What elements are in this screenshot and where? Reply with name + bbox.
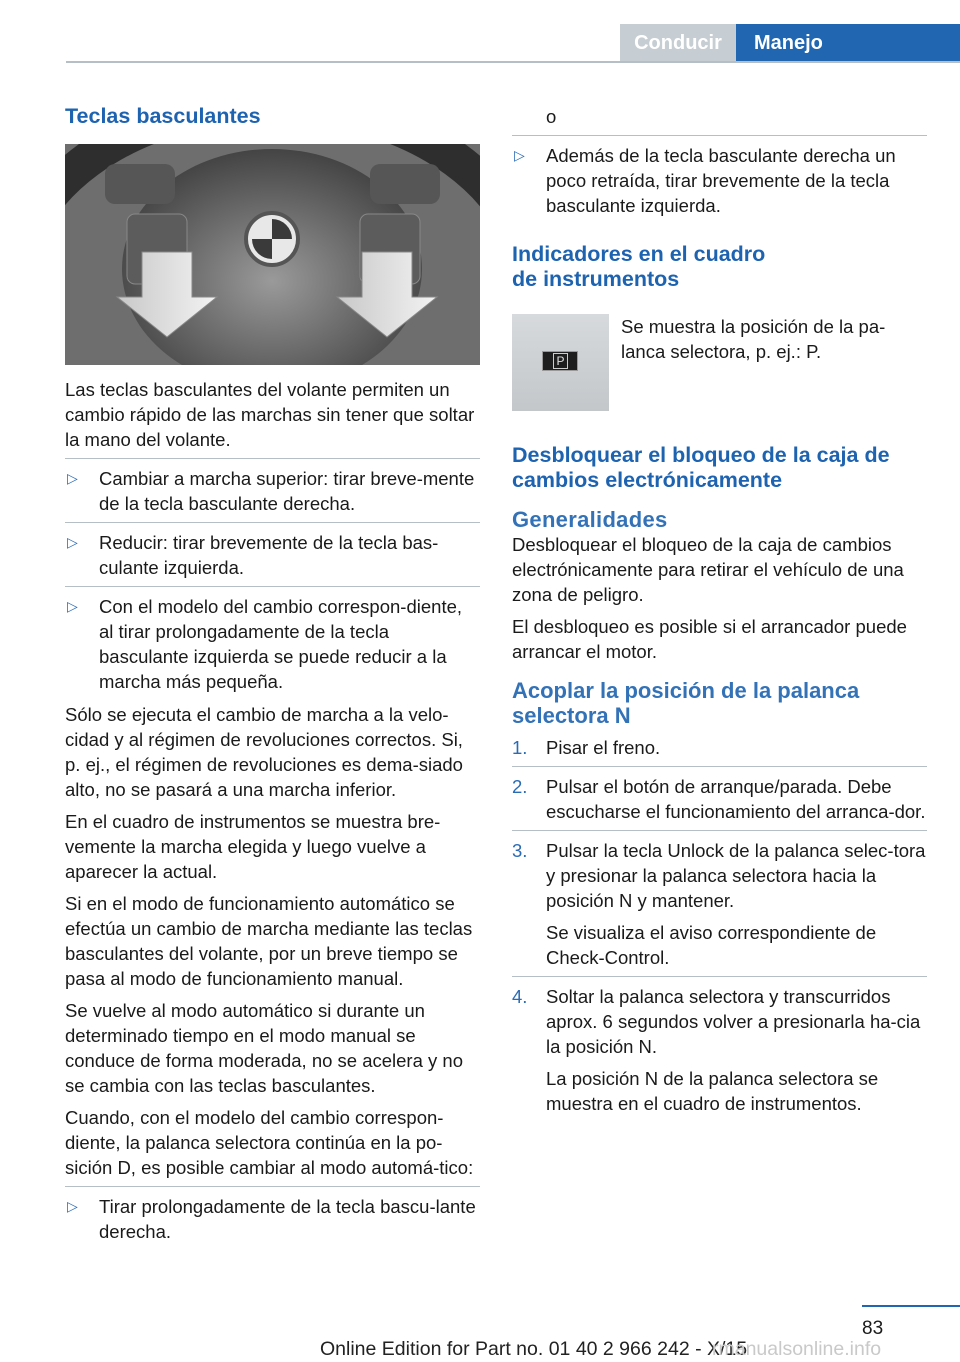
list-item: ▷ Tirar prolongadamente de la tecla bascu-lante derecha.	[67, 1196, 476, 1242]
list-item: ▷ Reducir: tirar brevemente de la tecla bas-culante izquierda.	[67, 532, 439, 578]
tab-conducir[interactable]: Conducir	[620, 24, 736, 62]
or-text: o	[546, 106, 557, 127]
divider	[512, 766, 927, 767]
heading-desbloquear: Desbloquear el bloqueo de la caja de cambios electrónicamente	[512, 443, 890, 492]
triangle-bullet-icon: ▷	[67, 1198, 78, 1214]
step-sub-text: Se visualiza el aviso correspondiente de Check-Control.	[546, 922, 877, 968]
step-item: 2. Pulsar el botón de arranque/parada. Debe escucharse el funcionamiento del arranca-dor.	[512, 776, 926, 822]
page-number: 83	[862, 1318, 884, 1339]
list-item: ▷ Cambiar a marcha superior: tirar breve-mente de la tecla basculante derecha.	[67, 468, 475, 514]
gear-letter: P	[553, 353, 568, 369]
gear-indicator	[542, 351, 578, 371]
paragraph: En el cuadro de instrumentos se muestra bre-vemente la marcha elegida y luego vuelve a aparecer la actual.	[65, 811, 441, 882]
divider	[65, 522, 480, 523]
indicator-text: Se muestra la posición de la pa-lanca selectora, p. ej.: P.	[621, 316, 886, 362]
triangle-bullet-icon: ▷	[67, 598, 78, 614]
section-title: Teclas basculantes	[65, 104, 261, 128]
divider	[512, 135, 927, 136]
paragraph: Si en el modo de funcionamiento automático se efectúa un cambio de marcha mediante las teclas basculantes del volante, por un breve tiempo se pasa al modo de funcionamiento manual.	[65, 893, 473, 989]
triangle-bullet-icon: ▷	[67, 470, 78, 486]
divider	[65, 586, 480, 587]
instrument-display-image	[512, 314, 609, 411]
tab-manejo[interactable]: Manejo	[736, 24, 960, 62]
steering-wheel-image	[65, 144, 480, 365]
paragraph: Se vuelve al modo automático si durante un determinado tiempo en el modo manual se conduce de forma moderada, no se acelera y no se cambia con las teclas basculantes.	[65, 1000, 463, 1096]
step-item: 4. Soltar la palanca selectora y transcurridos aprox. 6 segundos volver a presionarla ha-cia la posición N. La posición N de la palanca selectora se muestra en el cuadro de instrumentos.	[512, 984, 927, 1116]
divider	[512, 976, 927, 977]
divider	[65, 1186, 480, 1187]
triangle-bullet-icon: ▷	[514, 147, 525, 163]
heading-indicadores: Indicadores en el cuadro de instrumentos	[512, 242, 766, 291]
watermark-text: rmanualsonline.info	[712, 1338, 882, 1360]
list-item: ▷ Además de la tecla basculante derecha un poco retraída, tirar brevemente de la tecla basculante izquierda.	[514, 145, 896, 216]
heading-generalidades: Generalidades	[512, 507, 668, 532]
list-item: ▷ Con el modelo del cambio correspon-diente, al tirar prolongadamente de la tecla basculante izquierda se puede reducir a la marcha más pequeña.	[67, 596, 463, 692]
paragraph: Desbloquear el bloqueo de la caja de cambios electrónicamente para retirar el vehículo de una zona de peligro.	[512, 534, 904, 605]
heading-acoplar: Acoplar la posición de la palanca selectora N	[512, 678, 860, 728]
header-divider	[66, 61, 960, 63]
step-item: 3. Pulsar la tecla Unlock de la palanca selec-tora y presionar la palanca selectora hacia la posición N y mantener. Se visualiza el aviso correspondiente de Check-Control.	[512, 840, 926, 968]
step-sub-text: La posición N de la palanca selectora se muestra en el cuadro de instrumentos.	[546, 1068, 879, 1114]
divider	[512, 830, 927, 831]
divider	[65, 458, 480, 459]
paragraph: Cuando, con el modelo del cambio correspon-diente, la palanca selectora continúa en la po-sición D, es posible cambiar al modo automá-tico:	[65, 1107, 474, 1178]
paragraph: Sólo se ejecuta el cambio de marcha a la velo-cidad y al régimen de revoluciones correctos. Si, p. ej., el régimen de revoluciones es dema-siado alto, no se pasará a una marcha inferior.	[65, 704, 463, 800]
step-item: 1. Pisar el freno.	[512, 737, 661, 758]
triangle-bullet-icon: ▷	[67, 534, 78, 550]
intro-paragraph: Las teclas basculantes del volante permiten un cambio rápido de las marchas sin tener que soltar la mano del volante.	[65, 379, 475, 450]
footer-divider	[862, 1305, 960, 1307]
paragraph: El desbloqueo es posible si el arrancador puede arrancar el motor.	[512, 616, 907, 662]
edition-text: Online Edition for Part no. 01 40 2 966 242 - X/15	[320, 1338, 748, 1360]
